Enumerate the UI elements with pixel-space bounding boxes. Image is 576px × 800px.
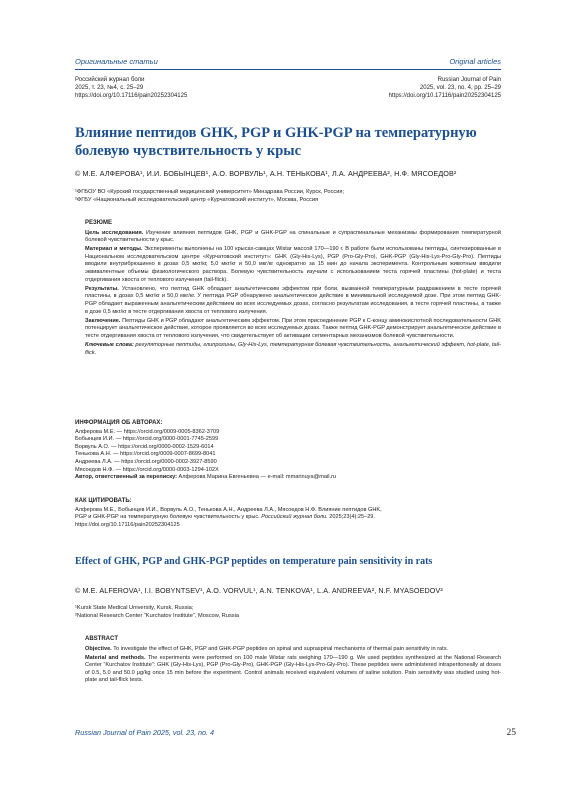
article-title-ru: Влияние пептидов GHK, PGP и GHK-PGP на температурную болевую чувствительность у крыс — [75, 125, 477, 159]
corresponding-author: Автор, ответственный за переписку: Алферова Марина Евгеньевна — e-mail: mmarinuya@mail.ru — [75, 474, 337, 481]
journal-info-en — [389, 76, 501, 100]
abstract-conclusion: Заключение. Пептиды GHK и PGP обладают анальгетическим эффектом. При этом присоединение PGP к С-концу аминокислотной последовательности GHK потенцирует анальгетическое действие, которое проявляется во всех исследуемых дозах. Также пептид GHK-PGP демонстрирует анальгетическое действие в тесте отдергивания хвоста от теплового излучения, что свидетельствует об активации сегментарных механизмов болевой чувствительности. — [85, 317, 501, 339]
orcid-line[interactable]: Андреева Л.А. — https://orcid.org/0000-0002-3927-8590 — [75, 458, 217, 465]
authors-en: © M.E. ALFEROVA¹, I.I. BOBYNTSEV¹, A.O. VORVUL¹, A.N. TENKOVA¹, L.A. ANDREEVA², N.F. MYASOEDOV² — [75, 586, 443, 595]
affiliation-1-en: ¹Kursk State Medical University, Kursk, Russia; — [75, 605, 194, 611]
authors-ru: © М.Е. АЛФЕРОВА¹, И.И. БОБЫНЦЕВ¹, А.О. ВОРВУЛЬ¹, А.Н. ТЕНЬКОВА¹, Л.А. АНДРЕЕВА², Н.Ф. МЯСОЕДОВ² — [75, 169, 457, 178]
affiliations-ru — [75, 188, 516, 204]
citation-line-2: PGP и GHK-PGP на температурную болевую чувствительность у крыс. Российский журнал боли. 2025;23(4):25–29. — [75, 514, 375, 521]
authors-info-heading: ИНФОРМАЦИЯ ОБ АВТОРАХ: — [75, 420, 163, 426]
citation-heading: КАК ЦИТИРОВАТЬ: — [75, 498, 132, 504]
citation-line-1: Алферова М.Е., Бобынцев И.И., Ворвуль А.О., Тенькова А.Н., Андреева Л.А., Мясоедов Н.Ф. Влияние пептидов GHK, — [75, 506, 382, 513]
article-title-en: Effect of GHK, PGP and GHK-PGP peptides on temperature pain sensitivity in rats — [75, 556, 433, 567]
journal-name-en: Russian Journal of Pain — [437, 77, 501, 83]
journal-doi-en[interactable]: https://doi.org/10.17116/pain20252304125 — [388, 93, 501, 99]
page-number: 25 — [506, 728, 516, 738]
orcid-line[interactable]: Мясоедов Н.Ф. — https://orcid.org/0000-0003-1294-102X — [75, 466, 219, 473]
abstract-methods-en: Material and methods. The experiments were performed on 100 male Wistar rats weighing 170—190 g. We used peptides synthesized at the National Research Center “Kurchatov Institute”: GHK (Gly-His-Lys), PGP (Pro-Gly-Pro), GHK-PGP (Gly-His-Lys-Pro-Gly-Pro). These peptides were administered intraperitoneally at doses of 0.5, 5.0 and 50.0 μg/kg once 15 min before the experiment. Control animals received equivalent volumes of saline solution. Pain sensitivity was studied using hot-plate and tail-flick tests. — [85, 654, 501, 684]
section-label-en: Original articles — [449, 57, 501, 66]
orcid-line[interactable]: Алферова М.Е. — https://orcid.org/0009-0005-8362-3709 — [75, 428, 220, 435]
header-divider — [75, 69, 501, 70]
abstract-results: Результаты. Установлено, что пептид GHK обладает анальгетическим эффектом при боли, вызванной температурным раздражением в тесте горячей пластины, в дозах 0,5 мкг/кг и 50,0 мкг/кг. У пептида PGP обнаружено анальгетическое действие в минимальной исследуемой дозе. При этом пептид GHK-PGP обладает выраженным анальгетическим действием во всех исследуемых дозах, согласно результатам исследования, в тесте горячей пластины, а также в дозе 0,5 мкг/кг в тесте отдергивания хвоста от теплового излучения. — [85, 285, 501, 315]
journal-name-ru: Российский журнал боли — [75, 77, 145, 83]
running-header — [75, 57, 501, 66]
journal-issue-ru: 2025, т. 23, №4, с. 25–29 — [75, 85, 144, 91]
section-label-ru: Оригинальные статьи — [75, 57, 158, 66]
affiliation-1-ru: ¹ФГБОУ ВО «Курский государственный медицинский университет» Минздрава России, Курск, Россия; — [75, 189, 345, 195]
journal-issue-en: 2025, vol. 23, no. 4, pp. 25–29 — [419, 85, 501, 91]
journal-info-ru — [75, 76, 187, 100]
citation-ru — [75, 498, 501, 529]
abstract-heading-ru: РЕЗЮМЕ — [85, 220, 112, 226]
authors-info — [75, 420, 501, 482]
abstract-ru — [85, 220, 501, 359]
journal-doi-ru[interactable]: https://doi.org/10.17116/pain20252304125 — [75, 93, 188, 99]
affiliations-en — [75, 604, 516, 620]
citation-doi[interactable]: https://doi.org/10.17116/pain20252304125 — [75, 521, 180, 528]
abstract-objective-en: Objective. To investigate the effect of GHK, PGP and GHK-PGP peptides on spinal and supraspinal mechanisms of thermal pain sensitivity in rats. — [85, 645, 449, 652]
orcid-line[interactable]: Ворвуль А.О. — https://orcid.org/0000-0002-1529-6014 — [75, 443, 214, 450]
abstract-keywords: Ключевые слова: регуляторные пептиды, глипролины, Gly-His-Lys, температурная болевая чувствительность, анальгетический эффект, hot-plate, tail-flick. — [85, 341, 501, 356]
abstract-heading-en: ABSTRACT — [85, 636, 118, 642]
affiliation-2-en: ²National Research Center “Kurchatov Institute”, Moscow, Russia — [75, 613, 240, 619]
affiliation-2-ru: ²ФГБУ «Национальный исследовательский центр «Курчатовский институт», Москва, Россия — [75, 197, 319, 203]
orcid-line[interactable]: Тенькова А.Н. — https://orcid.org/0009-0007-8699-8041 — [75, 451, 216, 458]
abstract-aim: Цель исследования. Изучение влияния пептидов GHK, PGP и GHK-PGP на спинальные и супраспинальные механизмы формирования температурной болевой чувствительности у крыс. — [85, 229, 501, 244]
footer-journal: Russian Journal of Pain 2025, vol. 23, no. 4 — [75, 728, 215, 737]
page-footer — [75, 728, 516, 738]
abstract-en — [85, 636, 501, 687]
abstract-methods: Материал и методы. Эксперименты выполнены на 100 крысах-самцах Wistar массой 170—190 г. В работе были использованы пептиды, синтезированные в Национальном исследовательском центре «Курчатовский институт»: GHK (Gly-His-Lys), PGP (Pro-Gly-Pro), GHK-PGP (Gly-His-Lys-Pro-Gly-Pro). Пептиды вводили внутрибрюшинно в дозах 0,5 мкг/кг, 5,0 мкг/кг и 50,0 мкг/кг однократно за 15 мин до начала эксперимента. Контрольным животным вводили эквивалентные объемы физиологического раствора. Болевую чувствительность изучали с использованием теста горячей пластины (hot-plate) и теста отдергивания хвоста от теплового излучения (tail-flick). — [85, 246, 501, 283]
orcid-line[interactable]: Бобынцев И.И. — https://orcid.org/0000-0001-7745-2599 — [75, 436, 219, 443]
